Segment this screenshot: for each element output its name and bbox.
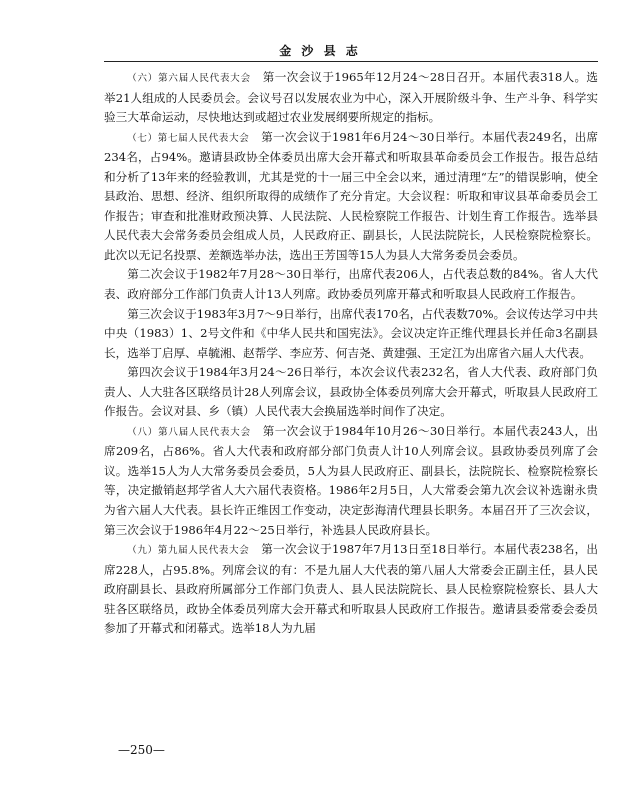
paragraph-9th-congress <box>104 540 598 639</box>
paragraph-7th-fourth-session <box>104 363 598 422</box>
paragraph-text: 第一次会议于1965年12月24～28日召开。本届代表318人。选举21人组成的人民委员会。会议号召以发展农业为中心，深入开展阶级斗争、生产斗争、科学实验三大革命运动，尽快地达到或超过农业发展纲要所规定的指标。 <box>104 70 598 125</box>
paragraph-7th-second-session <box>104 265 598 304</box>
paragraph-text: 第一次会议于1984年10月26～30日举行。本届代表243人，出席209名，占86%。省人大代表和政府部分部门负责人计10人列席会议。县政协委员列席了会议。选举15人为人大常务委员会委员，5人为县人民政府正、副县长，法院院长、检察院检察长等，决定撤销赵邦学省人大六届代表资格。1986年2月5日，人大常委会第九次会议补选谢永贵为省六届人大代表。县长许正维因工作变动，决定彭海清代理县长职务。本届召开了三次会议，第三次会议于1986年4月22～25日举行，补选县人民政府县长。 <box>104 423 598 537</box>
paragraph-6th-congress <box>104 68 598 128</box>
paragraph-text: 第二次会议于1982年7月28～30日举行，出席代表206人，占代表总数的84%。省人大代表、政府部分工作部门负责人计13人列席。政协委员列席开幕式和听取县人民政府工作报告。 <box>104 267 598 302</box>
paragraph-text: 第四次会议于1984年3月24～26日举行，本次会议代表232名，省人大代表、政府部门负责人、人大驻各区联络员计28人列席会议，县政协全体委员列席大会开幕式，听取县人民政府工作报告。会议对县、乡（镇）人民代表大会换届选举时间作了决定。 <box>104 365 598 419</box>
page-number: —250— <box>118 743 165 757</box>
header-rule <box>104 61 598 62</box>
document-body <box>104 68 598 639</box>
paragraph-text: 第一次会议于1987年7月13日至18日举行。本届代表238名，出席228人，占95.8%。列席会议的有：不是九届人大代表的第八届人大常委会正副主任，县人民政府副县长、县政府所属部分工作部门负责人、县人民法院院长、县人民检察院检察长、县人大驻各区联络员，政协全体委员列席大会开幕式和听取县人民政府工作报告。邀请县委常委会委员参加了开幕式和闭幕式。选举18人为九届 <box>104 542 598 636</box>
paragraph-8th-congress <box>104 422 598 540</box>
section-label: （六）第六届人民代表大会 <box>127 73 251 84</box>
paragraph-text: 第三次会议于1983年3月7～9日举行，出席代表170名，占代表数70%。会议传达学习中共中央（1983）1、2号文件和《中华人民共和国宪法》。会议决定许正维代理县长并任命3名副县长，选举丁启厚、卓毓湘、赵帮学、李应芳、何吉尧、黄建强、王定江为出席省六届人大代表。 <box>104 306 598 360</box>
section-label: （七）第七届人民代表大会 <box>127 132 250 144</box>
paragraph-7th-congress <box>104 128 598 266</box>
page-header: 金 沙 县 志 <box>279 44 361 58</box>
paragraph-7th-third-session <box>104 305 598 364</box>
paragraph-text: 第一次会议于1981年6月24～30日举行。本届代表249名，出席234名，占94%。邀请县政协全体委员出席大会开幕式和听取县革命委员会工作报告。报告总结和分析了13年来的经验教训，尤其是党的十一届三中全会以来，通过清理“左”的错误影响，使全县政治、思想、经济、组织所取得的成绩作了充分肯定。大会议程：听取和审议县革命委员会工作报告；审查和批准财政预决算、人民法院、人民检察院工作报告、计划生育工作报告。选举县人民代表大会常务委员会组成人员，人民政府正、副县长，人民法院院长，人民检察院检察长。此次以无记名投票、差额选举办法，选出王芳国等15人为县人大常务委员会委员。 <box>104 129 598 262</box>
section-label: （八）第八届人民代表大会 <box>127 426 251 438</box>
section-label: （九）第九届人民代表大会 <box>127 545 250 557</box>
